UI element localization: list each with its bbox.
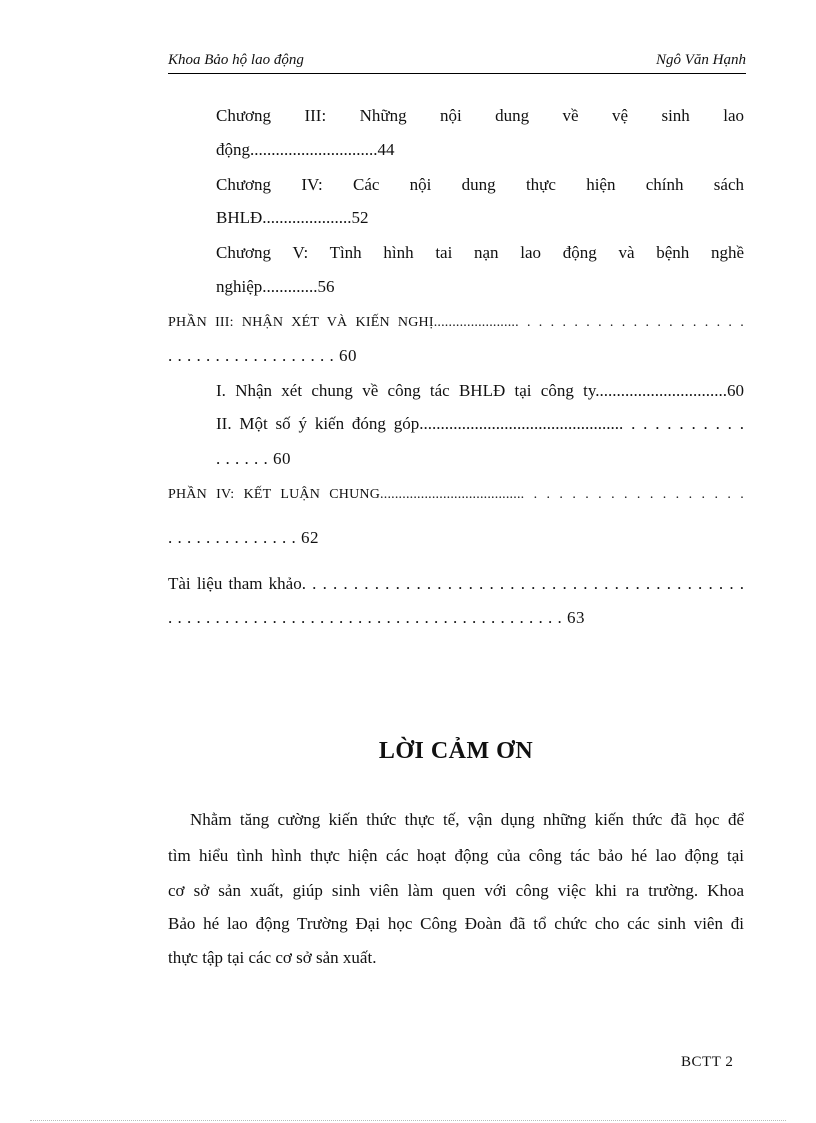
page-footer: BCTT 2 bbox=[681, 1054, 734, 1070]
header-author: Ngô Văn Hạnh bbox=[656, 52, 746, 68]
toc-part-3: PHẦN III: NHẬN XÉT VÀ KIẾN NGHỊ....................... . . . . . . . . . . . . . . . . . . . bbox=[168, 315, 744, 330]
paragraph-line-4: Bảo hé lao động Trường Đại học Công Đoàn đã tổ chức cho các sinh viên đi bbox=[168, 914, 744, 933]
paragraph-line-5: thực tập tại các cơ sở sản xuất. bbox=[168, 948, 377, 967]
toc-part-4-page: . . . . . . . . . . . . . . 62 bbox=[168, 528, 319, 547]
toc-references: Tài liệu tham khảo. . . . . . . . . . . . . . . . . . . . . . . . . . . . . . . . . . . . . . . . . . . bbox=[168, 574, 744, 593]
header-faculty: Khoa Bảo hộ lao động bbox=[168, 52, 304, 68]
page-header bbox=[168, 52, 746, 74]
page-bottom-rule bbox=[30, 1120, 786, 1121]
toc-chapter-5: Chương V: Tình hình tai nạn lao động và bệnh nghề bbox=[216, 243, 744, 262]
toc-section-1: I. Nhận xét chung về công tác BHLĐ tại công ty...............................60 bbox=[216, 381, 744, 400]
toc-section-2: II. Một số ý kiến đóng góp................................................ . . . . . . . . . . bbox=[216, 414, 744, 433]
toc-chapter-3: Chương III: Những nội dung về vệ sinh lao bbox=[216, 106, 744, 125]
toc-part-3-page: . . . . . . . . . . . . . . . . . . 60 bbox=[168, 346, 357, 365]
toc-references-page: . . . . . . . . . . . . . . . . . . . . . . . . . . . . . . . . . . . . . . . . . . 63 bbox=[168, 608, 585, 627]
toc-section-2-page: . . . . . . 60 bbox=[216, 449, 291, 468]
toc-chapter-5-page: nghiệp.............56 bbox=[216, 277, 335, 296]
paragraph-line-3: cơ sở sản xuất, giúp sinh viên làm quen với công việc khi ra trường. Khoa bbox=[168, 881, 744, 900]
paragraph-line-1: Nhằm tăng cường kiến thức thực tế, vận dụng những kiến thức đã học để bbox=[190, 810, 744, 829]
toc-chapter-3-page: động..............................44 bbox=[216, 140, 395, 159]
toc-part-4: PHẦN IV: KẾT LUẬN CHUNG....................................... . . . . . . . . . . . . . . . . . bbox=[168, 487, 744, 502]
toc-chapter-4-page: BHLĐ.....................52 bbox=[216, 208, 369, 227]
toc-chapter-4: Chương IV: Các nội dung thực hiện chính sách bbox=[216, 175, 744, 194]
section-title: LỜI CẢM ƠN bbox=[378, 738, 534, 764]
paragraph-line-2: tìm hiểu tình hình thực hiện các hoạt động của công tác bảo hé lao động tại bbox=[168, 846, 744, 865]
